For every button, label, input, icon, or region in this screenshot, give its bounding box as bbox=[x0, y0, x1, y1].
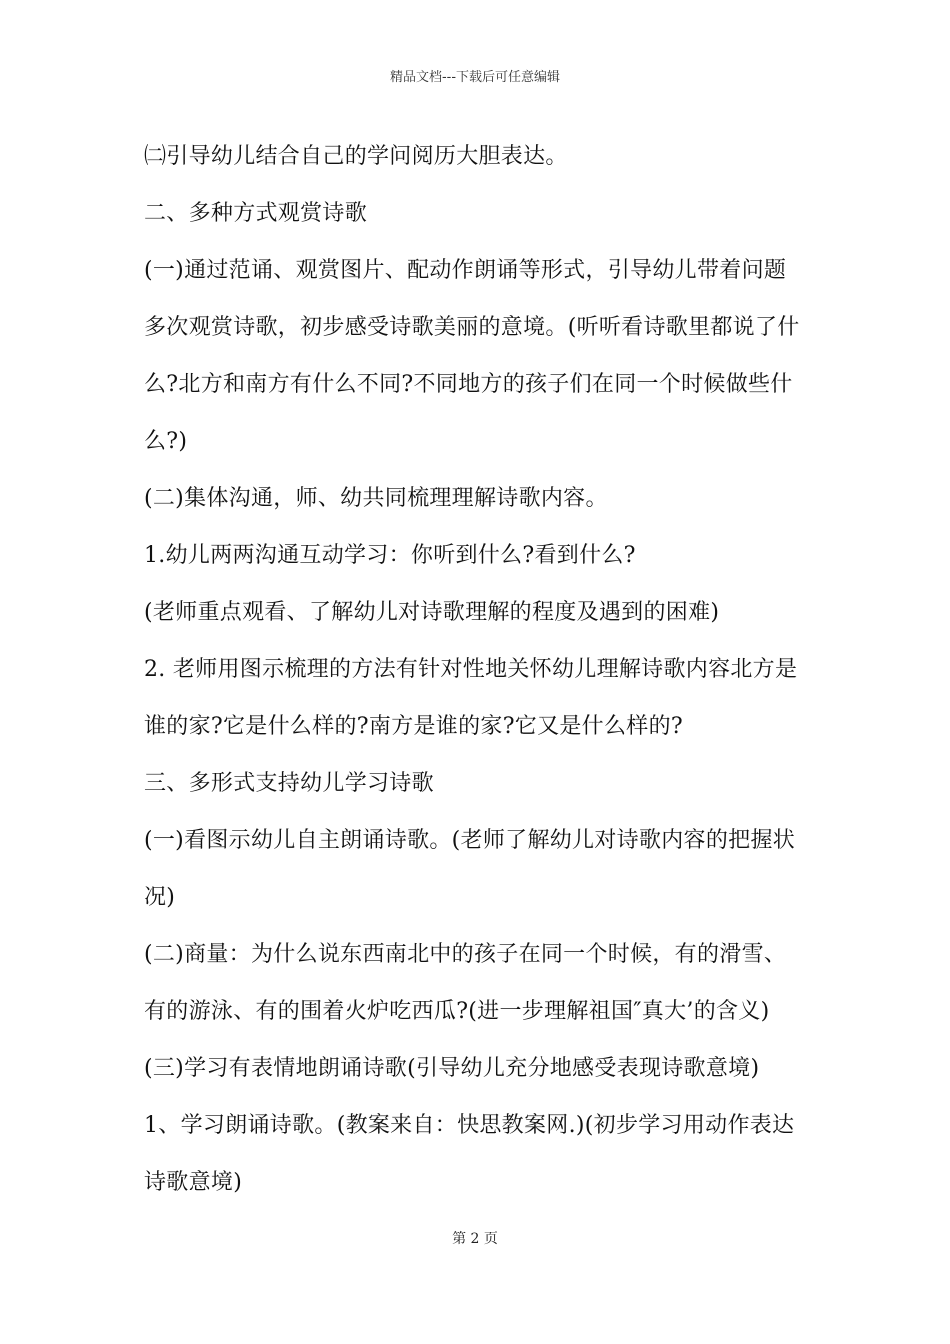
text-line: ㈡引导幼儿结合自己的学问阅历大胆表达。 bbox=[144, 144, 568, 169]
document-body bbox=[144, 128, 814, 1211]
section-heading: 三、多形式支持幼儿学习诗歌 bbox=[144, 771, 434, 796]
page-header: 精品文档---下载后可任意编辑 bbox=[389, 70, 561, 85]
text-line: (老师重点观看、了解幼儿对诗歌理解的程度及遇到的困难) bbox=[144, 600, 720, 625]
text-line: (二)商量：为什么说东西南北中的孩子在同一个时候，有的滑雪、 bbox=[144, 942, 787, 967]
text-line: 诗歌意境) bbox=[144, 1170, 243, 1195]
text-line: 2. 老师用图示梳理的方法有针对性地关怀幼儿理解诗歌内容北方是 bbox=[144, 657, 798, 682]
text-line: 谁的家?它是什么样的?南方是谁的家?它又是什么样的? bbox=[144, 714, 683, 739]
section-heading: 二、多种方式观赏诗歌 bbox=[144, 201, 368, 226]
text-line: (一)通过范诵、观赏图片、配动作朗诵等形式，引导幼儿带着问题 bbox=[144, 258, 787, 283]
text-line: (一)看图示幼儿自主朗诵诗歌。(老师了解幼儿对诗歌内容的把握状 bbox=[144, 828, 796, 853]
text-line: 况) bbox=[144, 885, 176, 910]
text-line: 么?北方和南方有什么不同?不同地方的孩子们在同一个时候做些什 bbox=[144, 372, 793, 397]
text-line: (三)学习有表情地朗诵诗歌(引导幼儿充分地感受表现诗歌意境) bbox=[144, 1056, 760, 1081]
page-number: 第 2 页 bbox=[452, 1231, 498, 1247]
text-line: 1.幼儿两两沟通互动学习：你听到什么?看到什么? bbox=[144, 543, 636, 568]
text-line: 有的游泳、有的围着火炉吃西瓜?(进一步理解祖国″真大’的含义) bbox=[144, 999, 770, 1024]
text-line: 1、学习朗诵诗歌。(教案来自：快思教案网.)(初步学习用动作表达 bbox=[144, 1113, 795, 1138]
text-line: 多次观赏诗歌，初步感受诗歌美丽的意境。(听听看诗歌里都说了什 bbox=[144, 315, 800, 340]
text-line: (二)集体沟通，师、幼共同梳理理解诗歌内容。 bbox=[144, 486, 608, 511]
text-line: 么?) bbox=[144, 429, 188, 454]
